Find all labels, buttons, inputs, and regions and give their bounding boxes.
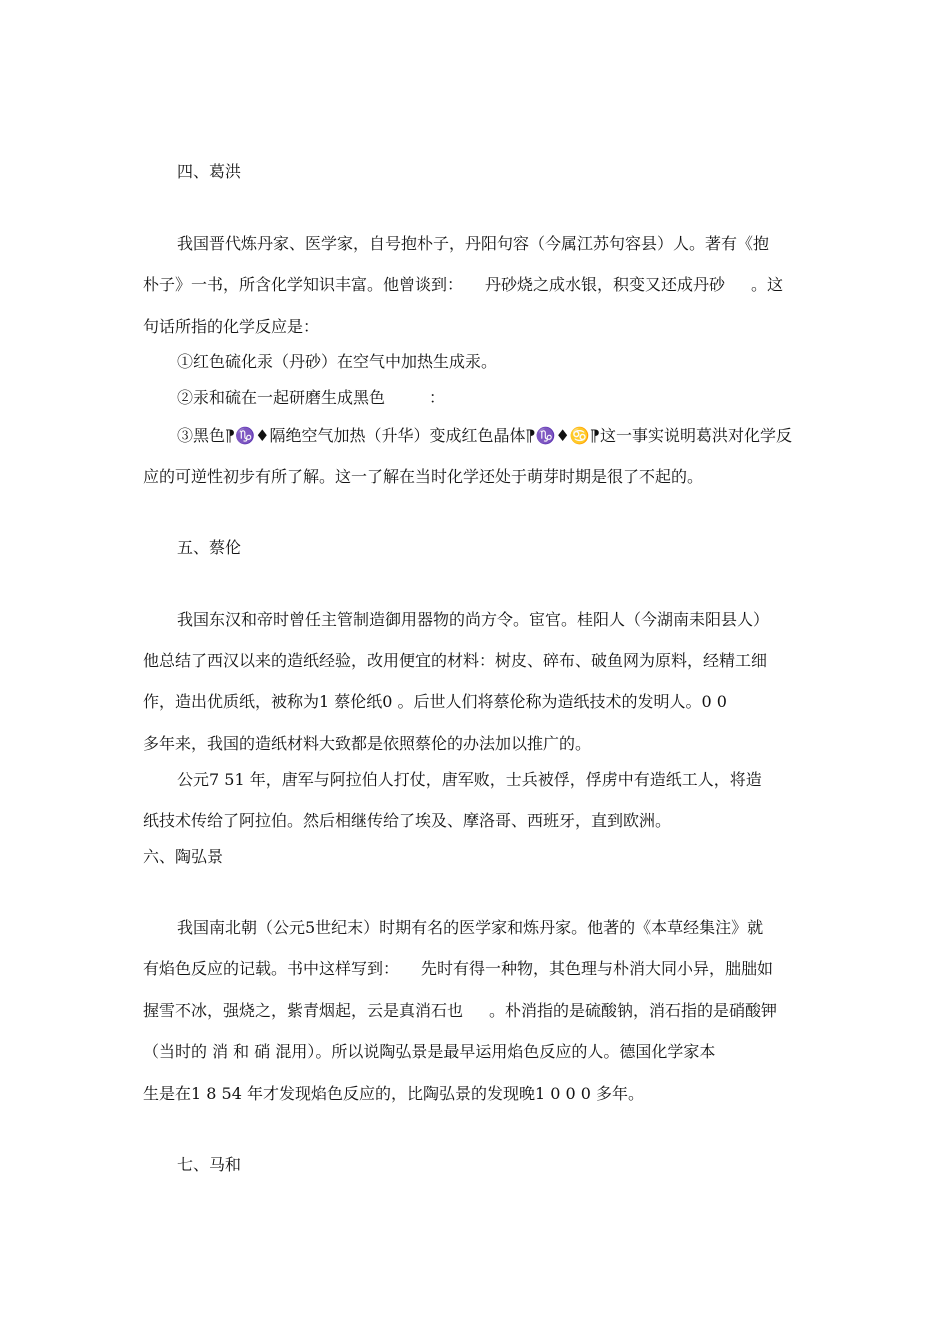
paragraph-line: （当时的 消 和 硝 混用）。所以说陶弘景是最早运用焰色反应的人。德国化学家本 xyxy=(143,1042,716,1061)
paragraph-line: 多年来，我国的造纸材料大致都是依照蔡伦的办法加以推广的。 xyxy=(143,734,592,753)
section-heading-tao-hongjing: 六、陶弘景 xyxy=(143,847,224,866)
text-run: 有焰色反应的记载。书中这样写到： xyxy=(143,959,400,978)
paragraph-line: 公元7 51 年，唐军与阿拉伯人打仗，唐军败，士兵被俘，俘虏中有造纸工人，将造 xyxy=(177,770,762,789)
paragraph-line: 纸技术传给了阿拉伯。然后相继传给了埃及、摩洛哥、西班牙，直到欧洲。 xyxy=(143,811,672,830)
paragraph-line: 生是在1 8 54 年才发现焰色反应的，比陶弘景的发现晚1 0 0 0 多年。 xyxy=(143,1084,645,1103)
section-heading-cai-lun: 五、蔡伦 xyxy=(177,538,242,557)
text-run: 。这 xyxy=(751,275,784,294)
paragraph-line xyxy=(143,1000,777,1022)
paragraph-line xyxy=(143,274,783,296)
paragraph-line: 应的可逆性初步有所了解。这一了解在当时化学还处于萌芽时期是很了不起的。 xyxy=(143,467,704,486)
section-heading-ge-hong: 四、葛洪 xyxy=(177,162,242,181)
paragraph-line: 我国南北朝（公元5世纪末）时期有名的医学家和炼丹家。他著的《本草经集注》就 xyxy=(177,918,764,937)
section-heading-ma-he: 七、马和 xyxy=(177,1155,242,1174)
paragraph-line: 作，造出优质纸，被称为1 蔡伦纸0 。后世人们将蔡伦称为造纸技术的发明人。0 0 xyxy=(143,692,727,711)
paragraph-line: 他总结了西汉以来的造纸经验，改用便宜的材料：树皮、碎布、破鱼网为原料，经精工细 xyxy=(143,651,768,670)
text-run: 。朴消指的是硫酸钠，消石指的是硝酸钾 xyxy=(489,1001,778,1020)
list-item xyxy=(177,387,445,409)
quote-text: 丹砂烧之成水银，积变又还成丹砂 xyxy=(485,275,726,294)
list-item: ①红色硫化汞（丹砂）在空气中加热生成汞。 xyxy=(177,352,498,371)
quote-text: 握雪不冰，强烧之，紫青烟起，云是真消石也 xyxy=(143,1001,464,1020)
paragraph-line xyxy=(143,958,773,980)
text-run: 朴子》一书，所含化学知识丰富。他曾谈到： xyxy=(143,275,464,294)
paragraph-line: 我国东汉和帝时曾任主管制造御用器物的尚方令。宦官。桂阳人（今湖南耒阳县人） xyxy=(177,610,770,629)
list-item: ③黑色⁋♑♦隔绝空气加热（升华）变成红色晶体⁋♑♦♋⁋这一事实说明葛洪对化学反 xyxy=(177,426,792,445)
quote-text: 先时有得一种物，其色理与朴消大同小异，朏朏如 xyxy=(421,959,774,978)
paragraph-line: 句话所指的化学反应是： xyxy=(143,317,320,336)
paragraph-line: 我国晋代炼丹家、医学家，自号抱朴子，丹阳句容（今属江苏句容县）人。著有《抱 xyxy=(177,234,770,253)
text-run: ： xyxy=(429,388,446,407)
text-run: ②汞和硫在一起研磨生成黑色 xyxy=(177,388,386,407)
